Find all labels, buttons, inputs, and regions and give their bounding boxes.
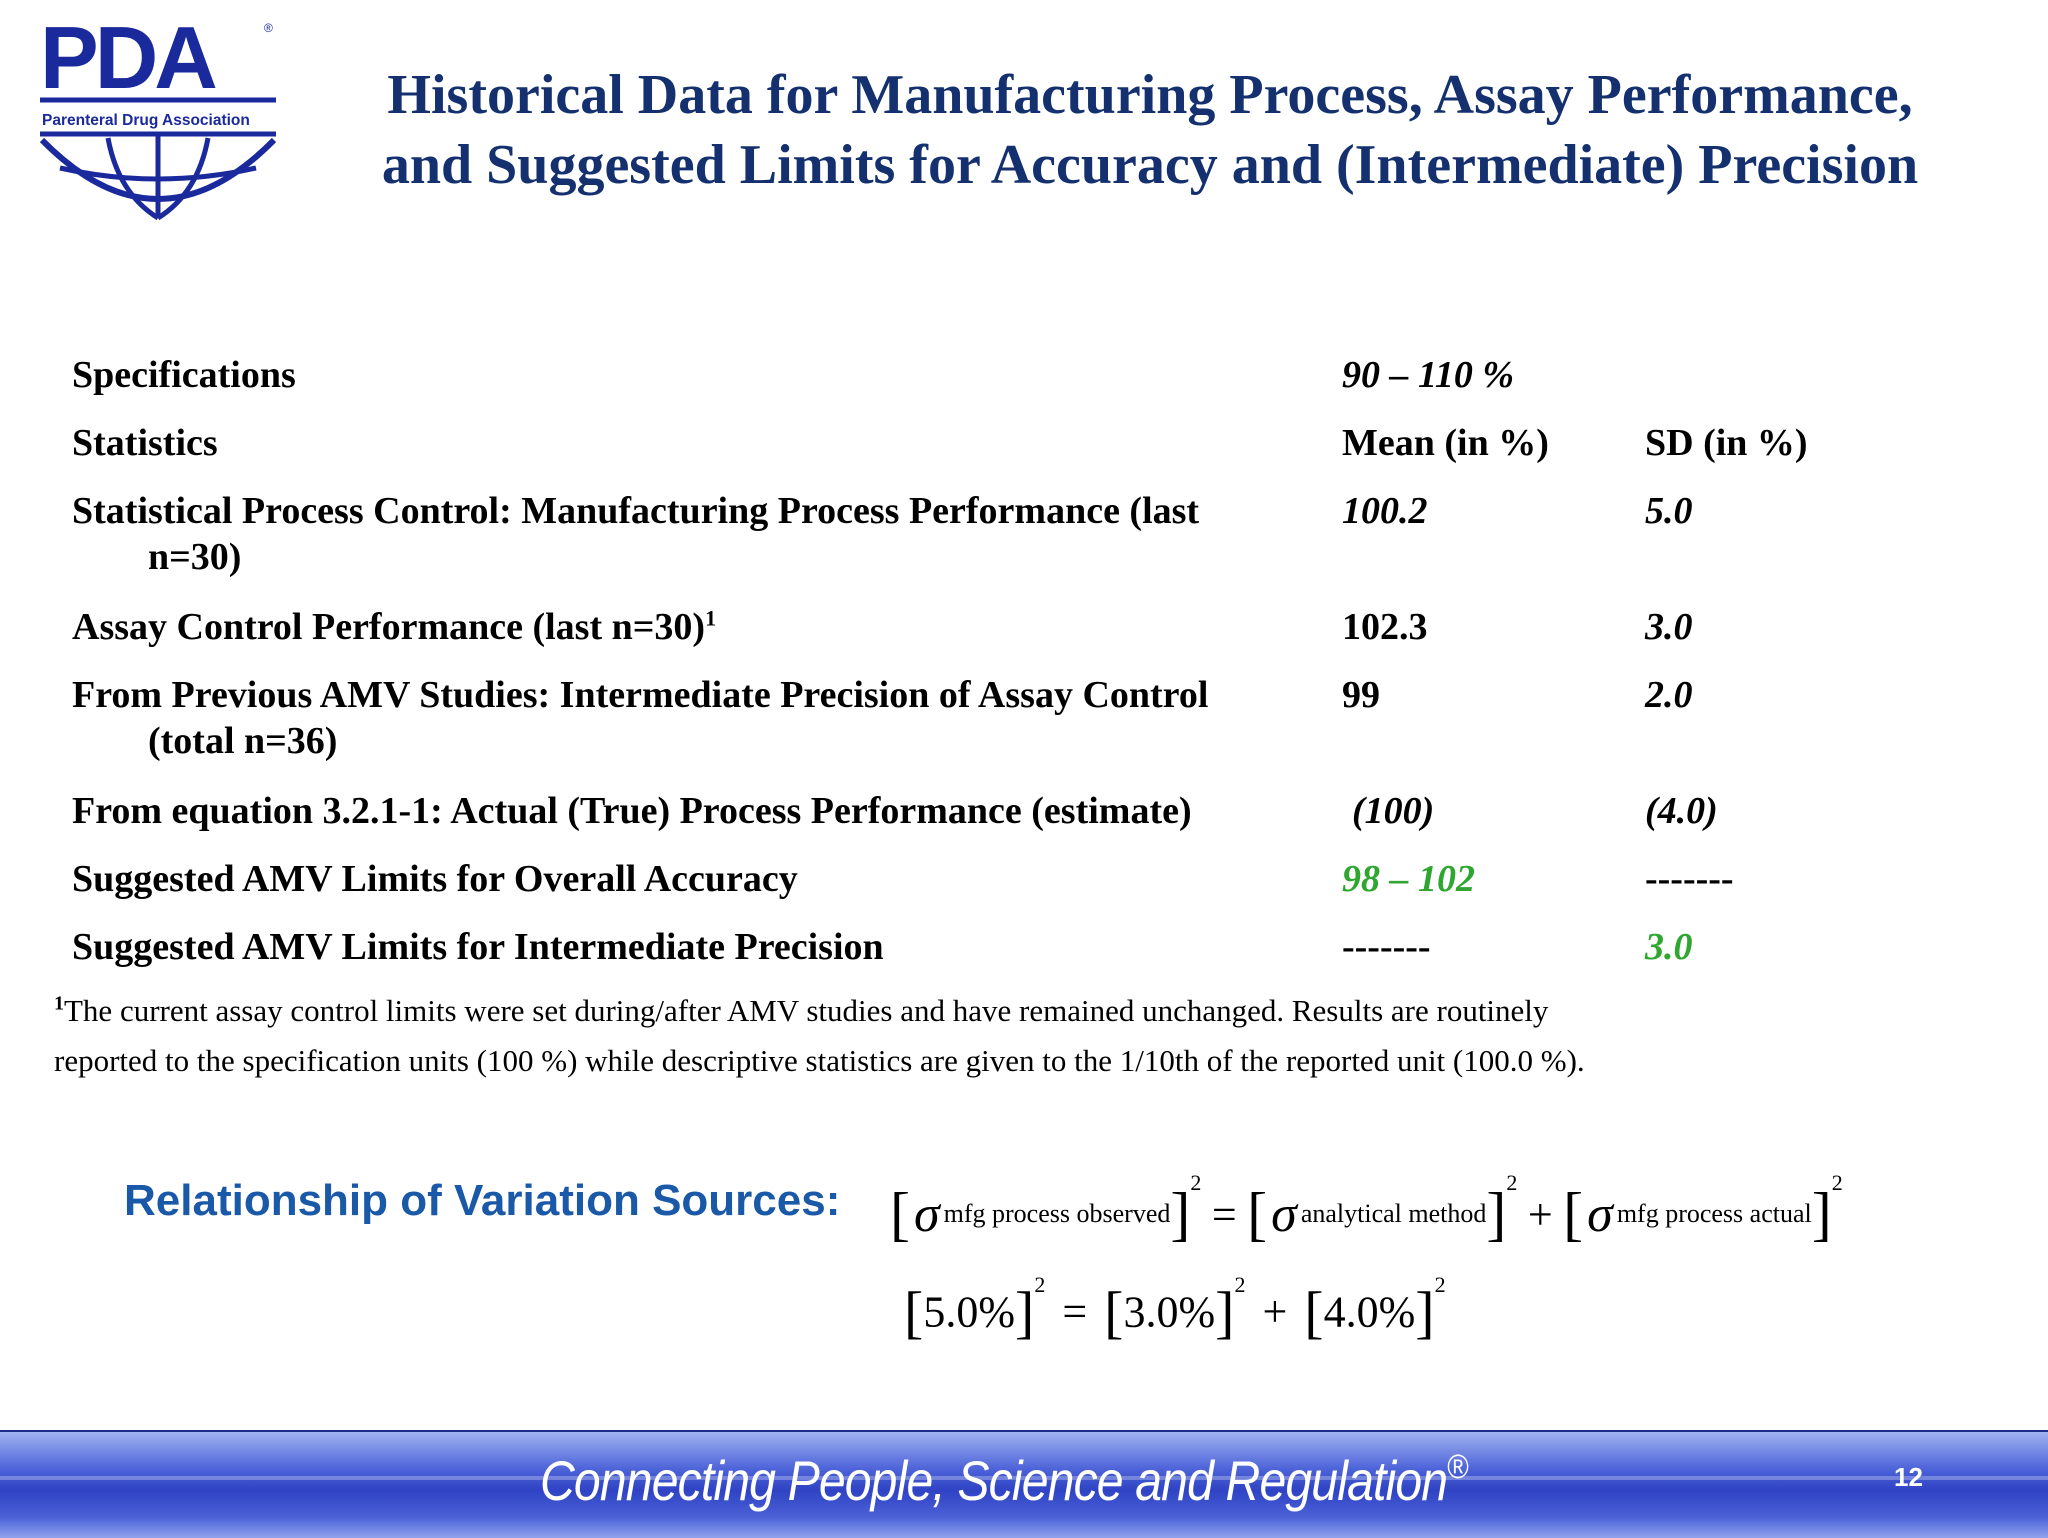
row-mean: 90 – 110 % xyxy=(1342,354,1515,396)
row-sd: 5.0 xyxy=(1645,490,1693,532)
row-label: Suggested AMV Limits for Intermediate Precision xyxy=(72,926,884,968)
row-sd: 2.0 xyxy=(1645,674,1693,716)
row-mean: ------- xyxy=(1342,926,1431,968)
row-mean: 102.3 xyxy=(1342,606,1428,648)
equals-sign: = xyxy=(1062,1287,1088,1337)
row-label-block xyxy=(72,672,1272,764)
row-mean: 99 xyxy=(1342,674,1380,716)
square-exponent: 2 xyxy=(1190,1170,1202,1195)
term-actual: mfg process actual xyxy=(1616,1199,1812,1229)
row-label: From equation 3.2.1-1: Actual (True) Process Performance (estimate) xyxy=(72,790,1192,832)
value-analytical: 3.0% xyxy=(1123,1287,1216,1337)
column-header-sd: SD (in %) xyxy=(1645,422,1808,464)
footnote-mark: 1 xyxy=(705,605,717,631)
row-label-continuation: (total n=36) xyxy=(148,720,338,762)
row-label-continuation: n=30) xyxy=(148,536,242,578)
row-label-block xyxy=(72,604,1272,650)
variation-equation: [σ mfg process observed]$^2$ = [σ analytical method]$^2$ + [σ mfg process actual]$^2$ xyxy=(890,1170,1843,1248)
numeric-equation: $[5.0\%]^2 = [3.0\%]^2 + [4.0\%]^2$ xyxy=(904,1272,1446,1345)
page-number: 12 xyxy=(1894,1462,1923,1492)
pda-logo xyxy=(38,18,288,223)
square-exponent: 2 xyxy=(1034,1272,1046,1297)
footer-registered-mark: ® xyxy=(1447,1448,1468,1486)
logo-acronym: PDA xyxy=(40,18,214,107)
column-header-mean: Mean (in %) xyxy=(1342,422,1549,464)
plus-sign: + xyxy=(1262,1287,1288,1337)
footnote-line1 xyxy=(54,986,1954,1036)
footnote-mark: 1 xyxy=(54,992,64,1015)
pda-globe-logo-graphic xyxy=(38,18,288,223)
footnote-text-line1: The current assay control limits were set during/after AMV studies and have remained unchanged. Results are routinely xyxy=(64,993,1549,1028)
row-sd: 3.0 xyxy=(1645,606,1693,648)
row-label: Statistical Process Control: Manufacturing Process Performance (last xyxy=(72,490,1200,532)
footer-tagline xyxy=(540,1448,1468,1513)
logo-registered-mark: ® xyxy=(264,21,273,35)
value-actual: 4.0% xyxy=(1323,1287,1416,1337)
plus-sign: + xyxy=(1527,1189,1553,1239)
relationship-label: Relationship of Variation Sources: xyxy=(124,1176,841,1225)
term-analytical: analytical method xyxy=(1300,1199,1487,1229)
page-title-line2: and Suggested Limits for Accuracy and (Intermediate) Precision xyxy=(381,134,1919,196)
row-label: Assay Control Performance (last n=30) xyxy=(72,606,706,648)
value-observed: 5.0% xyxy=(923,1287,1015,1337)
sigma-symbol: σ xyxy=(1587,1185,1613,1243)
footnote-text-line2: reported to the specification units (100 %) while descriptive statistics are given to the 1/10th of the reported unit (100.0 %). xyxy=(54,1043,1585,1078)
row-label: Statistics xyxy=(72,422,218,464)
square-exponent: 2 xyxy=(1234,1272,1246,1297)
page-title xyxy=(340,60,1960,200)
square-exponent: 2 xyxy=(1434,1272,1446,1297)
row-mean: (100) xyxy=(1352,790,1435,832)
row-sd: 3.0 xyxy=(1645,926,1693,968)
row-label-block xyxy=(72,488,1272,580)
row-mean: 98 – 102 xyxy=(1342,858,1475,900)
sigma-symbol: σ xyxy=(913,1185,940,1243)
sigma-symbol: σ xyxy=(1271,1185,1297,1243)
footnote xyxy=(54,986,1954,1086)
footer-tagline-text: Connecting People, Science and Regulation xyxy=(540,1449,1448,1512)
logo-name: Parenteral Drug Association xyxy=(42,112,250,129)
row-mean: 100.2 xyxy=(1342,490,1428,532)
row-label: Specifications xyxy=(72,354,296,396)
row-label: Suggested AMV Limits for Overall Accuracy xyxy=(72,858,798,900)
square-exponent: 2 xyxy=(1506,1170,1518,1195)
equals-sign: = xyxy=(1211,1189,1237,1239)
row-label: From Previous AMV Studies: Intermediate Precision of Assay Control xyxy=(72,674,1209,716)
row-sd: (4.0) xyxy=(1645,790,1718,832)
square-exponent: 2 xyxy=(1831,1170,1843,1195)
page-title-line1: Historical Data for Manufacturing Process, Assay Performance, xyxy=(387,64,1913,126)
term-observed: mfg process observed xyxy=(943,1199,1171,1229)
row-sd: ------- xyxy=(1645,858,1734,900)
